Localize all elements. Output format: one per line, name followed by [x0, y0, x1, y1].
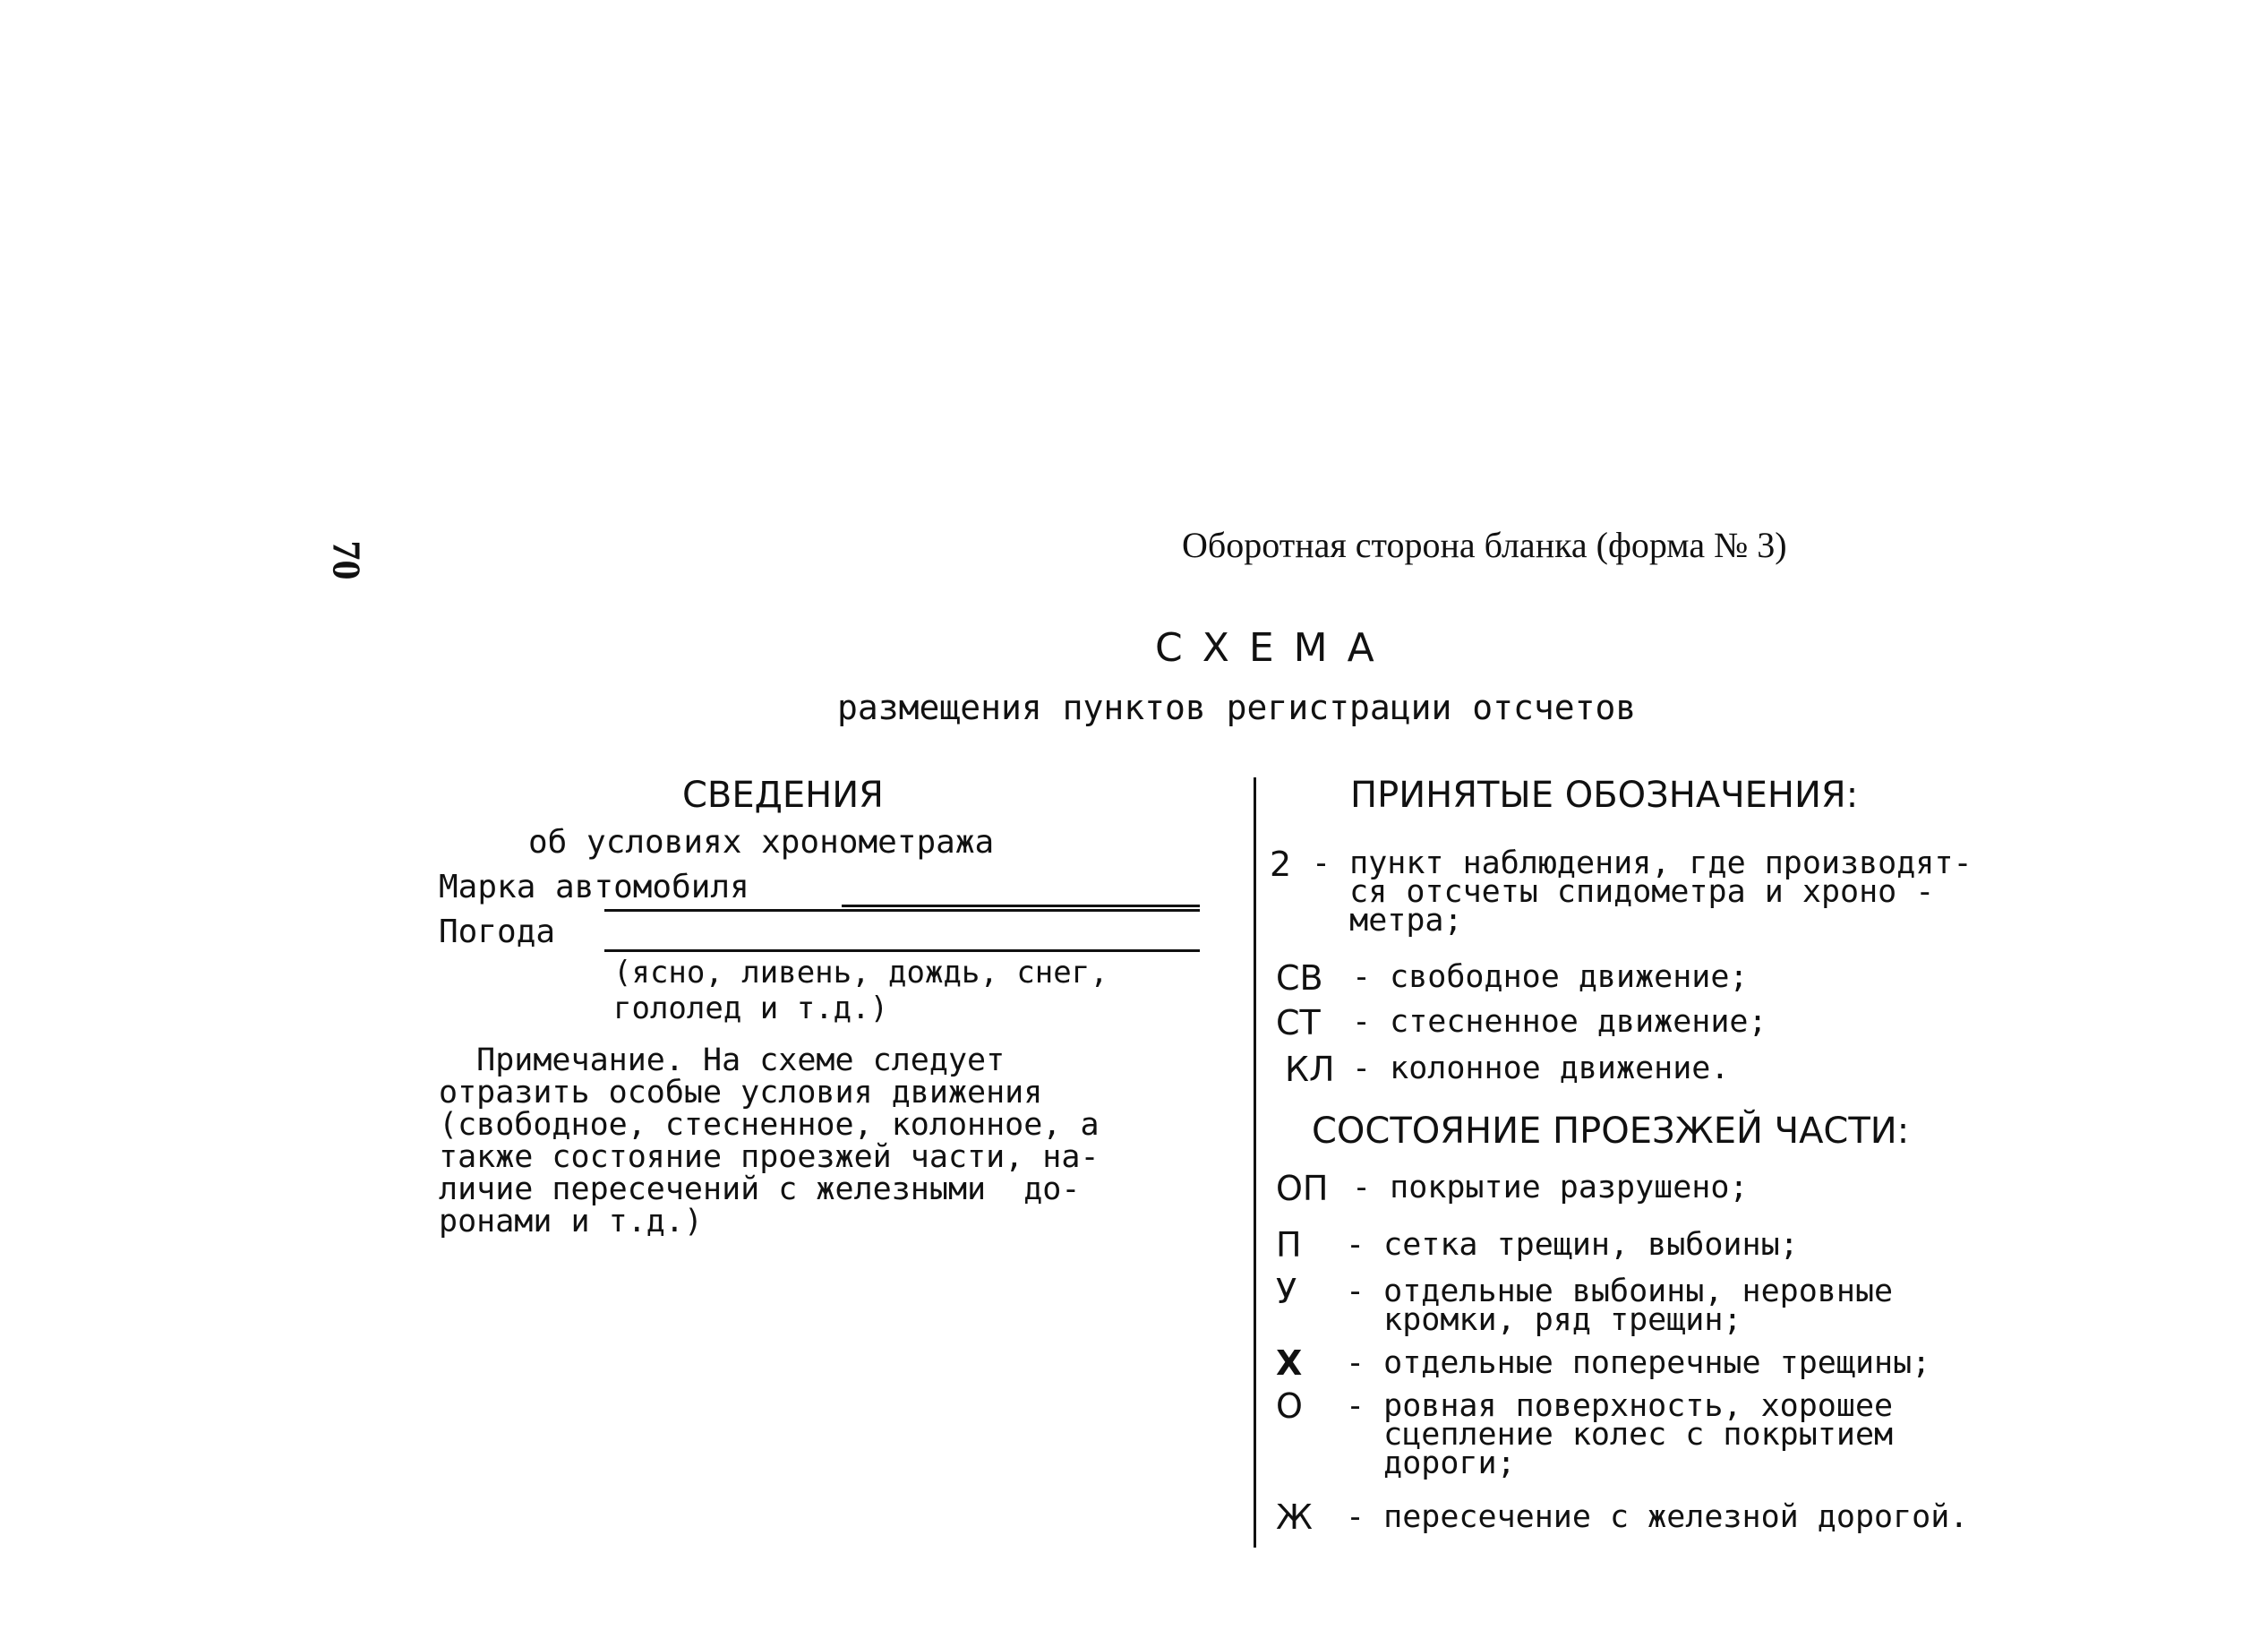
road-desc: - отдельные поперечные трещины;: [1346, 1345, 1931, 1381]
page-subtitle: размещения пунктов регистрации отсчетов: [837, 688, 1637, 727]
road-code: Х: [1276, 1343, 1303, 1383]
legend-desc: - колонное движение.: [1352, 1051, 1730, 1086]
weather-hint-line-1: (ясно, ливень, дождь, снег,: [613, 955, 1108, 991]
car-field-line: [842, 905, 1200, 907]
car-label: Марка автомобиля: [439, 869, 749, 905]
road-code: ОП: [1276, 1169, 1329, 1208]
legend-code: 2: [1270, 845, 1292, 884]
legend-desc: - свободное движение;: [1352, 959, 1749, 995]
legend-desc: - пункт наблюдения, где производят- ся отсчеты спидометра и хроно - метра;: [1312, 845, 1973, 939]
weather-label: Погода: [439, 914, 556, 950]
info-subheading: об условиях хронометража: [528, 824, 995, 861]
page-number: 70: [324, 540, 369, 580]
road-desc: - ровная поверхность, хорошее сцепление колес с покрытием дороги;: [1346, 1388, 1894, 1481]
column-divider: [1254, 777, 1256, 1548]
road-code: Ж: [1276, 1497, 1313, 1537]
road-code: О: [1276, 1386, 1303, 1426]
legend-code: КЛ: [1285, 1050, 1335, 1089]
legend-code: СТ: [1276, 1003, 1321, 1042]
weather-hint-line-2: гололед и т.д.): [613, 991, 889, 1026]
legend-heading: ПРИНЯТЫЕ ОБОЗНАЧЕНИЯ:: [1350, 775, 1859, 816]
form-caption: Оборотная сторона бланка (форма № 3): [1182, 525, 1787, 565]
legend-desc: - стесненное движение;: [1352, 1004, 1767, 1040]
road-desc: - пересечение с железной дорогой.: [1346, 1499, 1969, 1535]
road-state-heading: СОСТОЯНИЕ ПРОЕЗЖЕЙ ЧАСТИ:: [1312, 1111, 1910, 1152]
road-desc: - сетка трещин, выбоины;: [1346, 1227, 1799, 1263]
road-code: П: [1276, 1225, 1302, 1265]
road-desc: - отдельные выбоины, неровные кромки, ряд трещин;: [1346, 1274, 1894, 1338]
legend-code: СВ: [1276, 958, 1323, 998]
weather-field-line-2: [604, 949, 1200, 952]
info-heading: СВЕДЕНИЯ: [682, 775, 884, 816]
page-title: СХЕМА: [1155, 625, 1394, 671]
road-desc: - покрытие разрушено;: [1352, 1170, 1749, 1205]
weather-field-line-1: [604, 909, 1200, 912]
road-code: У: [1276, 1272, 1297, 1311]
note-text: Примечание. На схеме следует отразить особые условия движения (свободное, стесненное, колонное, а также состояние проезжей части, на- личие пересечений с железными до- ронами и т.д.): [439, 1042, 1100, 1240]
